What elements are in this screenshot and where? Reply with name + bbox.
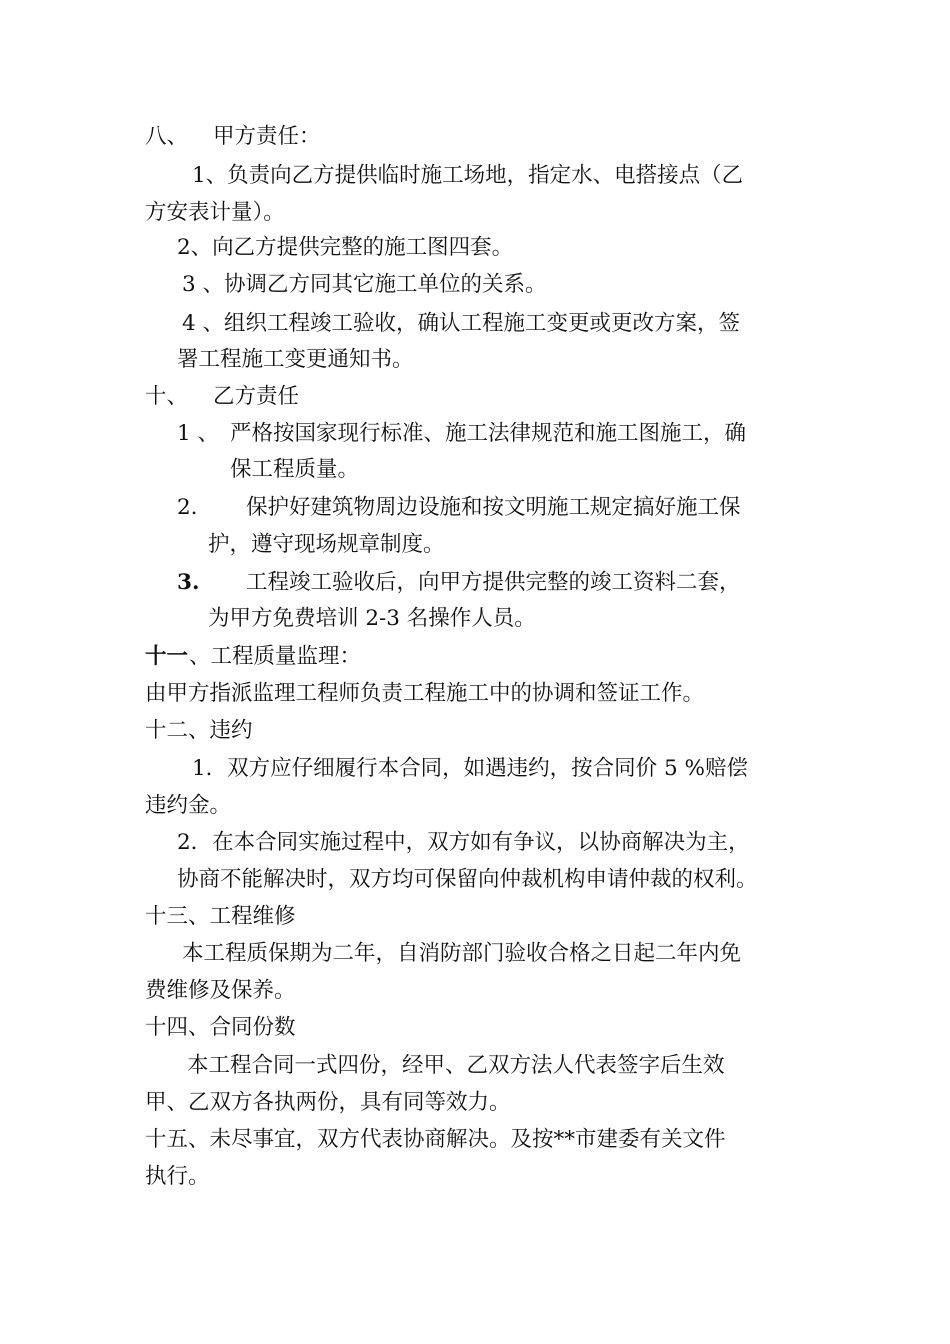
body-line: 1．双方应仔细履行本合同，如遇违约，按合同价 5 %赔偿 [192,756,748,781]
body-line: 2．在本合同实施过程中，双方如有争议，以协商解决为主， [177,830,750,855]
body-line: 十五、未尽事宜，双方代表协商解决。及按**市建委有关文件 [145,1127,726,1152]
section-heading: 十二、违约 [145,718,253,743]
section-number: 八、 [145,124,189,149]
body-line: 执行。 [145,1164,210,1189]
item-number: 3. [177,570,200,595]
body-line: 署工程施工变更通知书。 [177,347,414,372]
body-line: 甲、乙双方各执两份，具有同等效力。 [145,1090,511,1115]
section-heading: 、工程质量监理： [189,644,362,669]
body-line: 方安表计量）。 [145,200,285,225]
body-line: 1、负责向乙方提供临时施工场地，指定水、电搭接点（乙 [192,163,744,188]
section-heading: 十三、工程维修 [145,904,296,929]
item-number: 1 、 [177,421,220,446]
section-number: 十一 [145,644,189,669]
body-line: 护，遵守现场规章制度。 [208,532,445,557]
section-heading: 十四、合同份数 [145,1015,296,1040]
body-line: 费维修及保养。 [145,978,296,1003]
body-line: 保护好建筑物周边设施和按文明施工规定搞好施工保 [246,495,741,520]
body-line: 本工程合同一式四份，经甲、乙双方法人代表签字后生效 [187,1053,725,1078]
body-line: 协商不能解决时，双方均可保留向仲裁机构申请仲裁的权利。 [177,867,758,892]
section-number: 十、 [145,384,189,409]
body-line: 3 、协调乙方同其它施工单位的关系。 [182,272,547,297]
item-number: 2. [177,495,198,520]
body-line: 4 、组织工程竣工验收，确认工程施工变更或更改方案，签 [182,311,741,336]
body-line: 违约金。 [145,793,232,818]
body-line: 保工程质量。 [230,457,360,482]
body-line: 本工程质保期为二年，自消防部门验收合格之日起二年内免 [182,941,742,966]
body-line: 为甲方免费培训 2-3 名操作人员。 [208,606,536,631]
section-heading: 乙方责任 [213,384,300,409]
body-line: 2、向乙方提供完整的施工图四套。 [177,235,514,260]
section-heading: 甲方责任： [213,124,321,149]
body-line: 工程竣工验收后，向甲方提供完整的竣工资料二套， [246,570,741,595]
body-line: 严格按国家现行标准、施工法律规范和施工图施工，确 [230,421,747,446]
body-line: 由甲方指派监理工程师负责工程施工中的协调和签证工作。 [145,681,705,706]
